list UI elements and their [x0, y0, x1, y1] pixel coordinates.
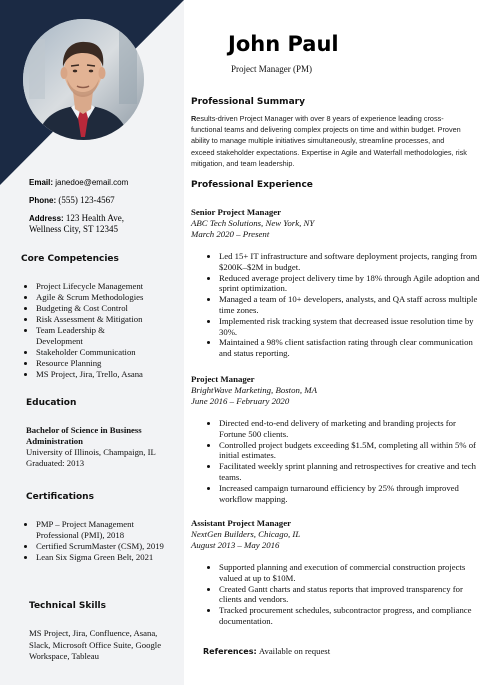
job-company: ABC Tech Solutions, New York, NY [191, 218, 315, 228]
list-item: • Resource Planning [36, 358, 196, 369]
list-item: • Increased campaign turnaround efficiency by 25% through improved workflow mapping. [219, 483, 485, 505]
references-label: References: [203, 647, 257, 656]
summary-initial: R [191, 114, 197, 123]
contact-address [29, 213, 128, 235]
contact-block [29, 177, 128, 235]
address-line2: Wellness City, ST 12345 [29, 224, 119, 234]
list-item: • Facilitated weekly sprint planning and retrospectives for creative and tech teams. [219, 461, 485, 483]
list-item: • Budgeting & Cost Control [36, 303, 196, 314]
address-line1: 123 Health Ave, [65, 213, 124, 223]
professional-summary-text [191, 113, 469, 169]
list-item: • MS Project, Jira, Trello, Asana [36, 369, 196, 380]
job-dates: August 2013 – May 2016 [191, 540, 280, 550]
job-title: Project Manager [191, 374, 255, 384]
list-item: • Created Gantt charts and status reports that improved transparency for clients and vendors. [219, 584, 485, 606]
education-heading: Education [26, 398, 77, 408]
list-item: • Managed a team of 10+ developers, analysts, and QA staff across multiple time zones. [219, 294, 485, 316]
email-value[interactable]: janedoe@email.com [55, 178, 129, 187]
list-item: • Directed end-to-end delivery of marketing and branding projects for Fortune 500 clients. [219, 418, 485, 440]
phone-value: (555) 123-4567 [58, 195, 115, 205]
technical-skills-heading: Technical Skills [29, 601, 106, 611]
candidate-name: John Paul [228, 32, 339, 56]
job-title: Senior Project Manager [191, 207, 282, 217]
list-item: • Tracked procurement schedules, subcontractor progress, and compliance documentation. [219, 605, 485, 627]
email-label: Email: [29, 178, 54, 187]
core-competencies-list [22, 281, 196, 380]
job-company: BrightWave Marketing, Boston, MA [191, 385, 317, 395]
professional-experience-heading: Professional Experience [191, 180, 313, 190]
job-dates: June 2016 – February 2020 [191, 396, 290, 406]
technical-skills-text: MS Project, Jira, Confluence, Asana, Slack, Microsoft Office Suite, Google Workspace, Tableau [29, 628, 162, 661]
certifications-heading: Certifications [26, 492, 94, 502]
list-item: • Led 15+ IT infrastructure and software deployment projects, ranging from $200K–$2M in budget. [219, 251, 485, 273]
job-title: Assistant Project Manager [191, 518, 292, 528]
list-item: • Reduced average project delivery time by 18% through Agile adoption and sprint optimization. [219, 273, 485, 295]
core-competencies-heading: Core Competencies [21, 254, 119, 264]
job-dates: March 2020 – Present [191, 229, 270, 239]
degree: Bachelor of Science in Business Administration [26, 425, 142, 446]
job-bullets [205, 251, 485, 359]
list-item: • Certified ScrumMaster (CSM), 2019 [36, 541, 176, 552]
references-value: Available on request [258, 646, 331, 656]
school: University of Illinois, Champaign, IL [26, 447, 156, 457]
person-portrait-icon [23, 19, 144, 140]
list-item: • Maintained a 98% client satisfaction rating through clear communication and status reporting. [219, 337, 485, 359]
summary-body: esults-driven Project Manager with over 8 years of experience leading cross-functional teams and delivering complex projects on time and within budget. Proven ability to manage multiple initiatives simultaneously, streamline processes, and exceed stakeholder expectations. Expertise in Agile and Waterfall methodologies, risk mitigation, and team leadership. [191, 114, 467, 168]
job-bullets [205, 418, 485, 504]
job-bullets [205, 562, 485, 627]
graduation-year: Graduated: 2013 [26, 458, 85, 468]
contact-phone [29, 195, 128, 206]
list-item: • Supported planning and execution of commercial construction projects valued at up to $10M. [219, 562, 485, 584]
list-item: • Agile & Scrum Methodologies [36, 292, 196, 303]
phone-label: Phone: [29, 196, 57, 205]
list-item: • Implemented risk tracking system that decreased issue resolution time by 30%. [219, 316, 485, 338]
candidate-role: Project Manager (PM) [231, 64, 312, 74]
list-item: • Team Leadership & Development [36, 325, 132, 347]
list-item: • Project Lifecycle Management [36, 281, 196, 292]
education-block [26, 425, 176, 469]
professional-summary-heading: Professional Summary [191, 97, 305, 107]
contact-email [29, 177, 128, 188]
certifications-list [22, 519, 176, 563]
list-item: • Stakeholder Communication [36, 347, 196, 358]
references [203, 646, 330, 656]
list-item: • Lean Six Sigma Green Belt, 2021 [36, 552, 176, 563]
address-label: Address: [29, 214, 64, 223]
list-item: • Controlled project budgets exceeding $1.5M, completing all within 5% of initial estimates. [219, 440, 485, 462]
job-company: NextGen Builders, Chicago, IL [191, 529, 301, 539]
list-item: • PMP – Project Management Professional (PMI), 2018 [36, 519, 176, 541]
profile-photo [23, 19, 144, 140]
list-item: • Risk Assessment & Mitigation [36, 314, 196, 325]
